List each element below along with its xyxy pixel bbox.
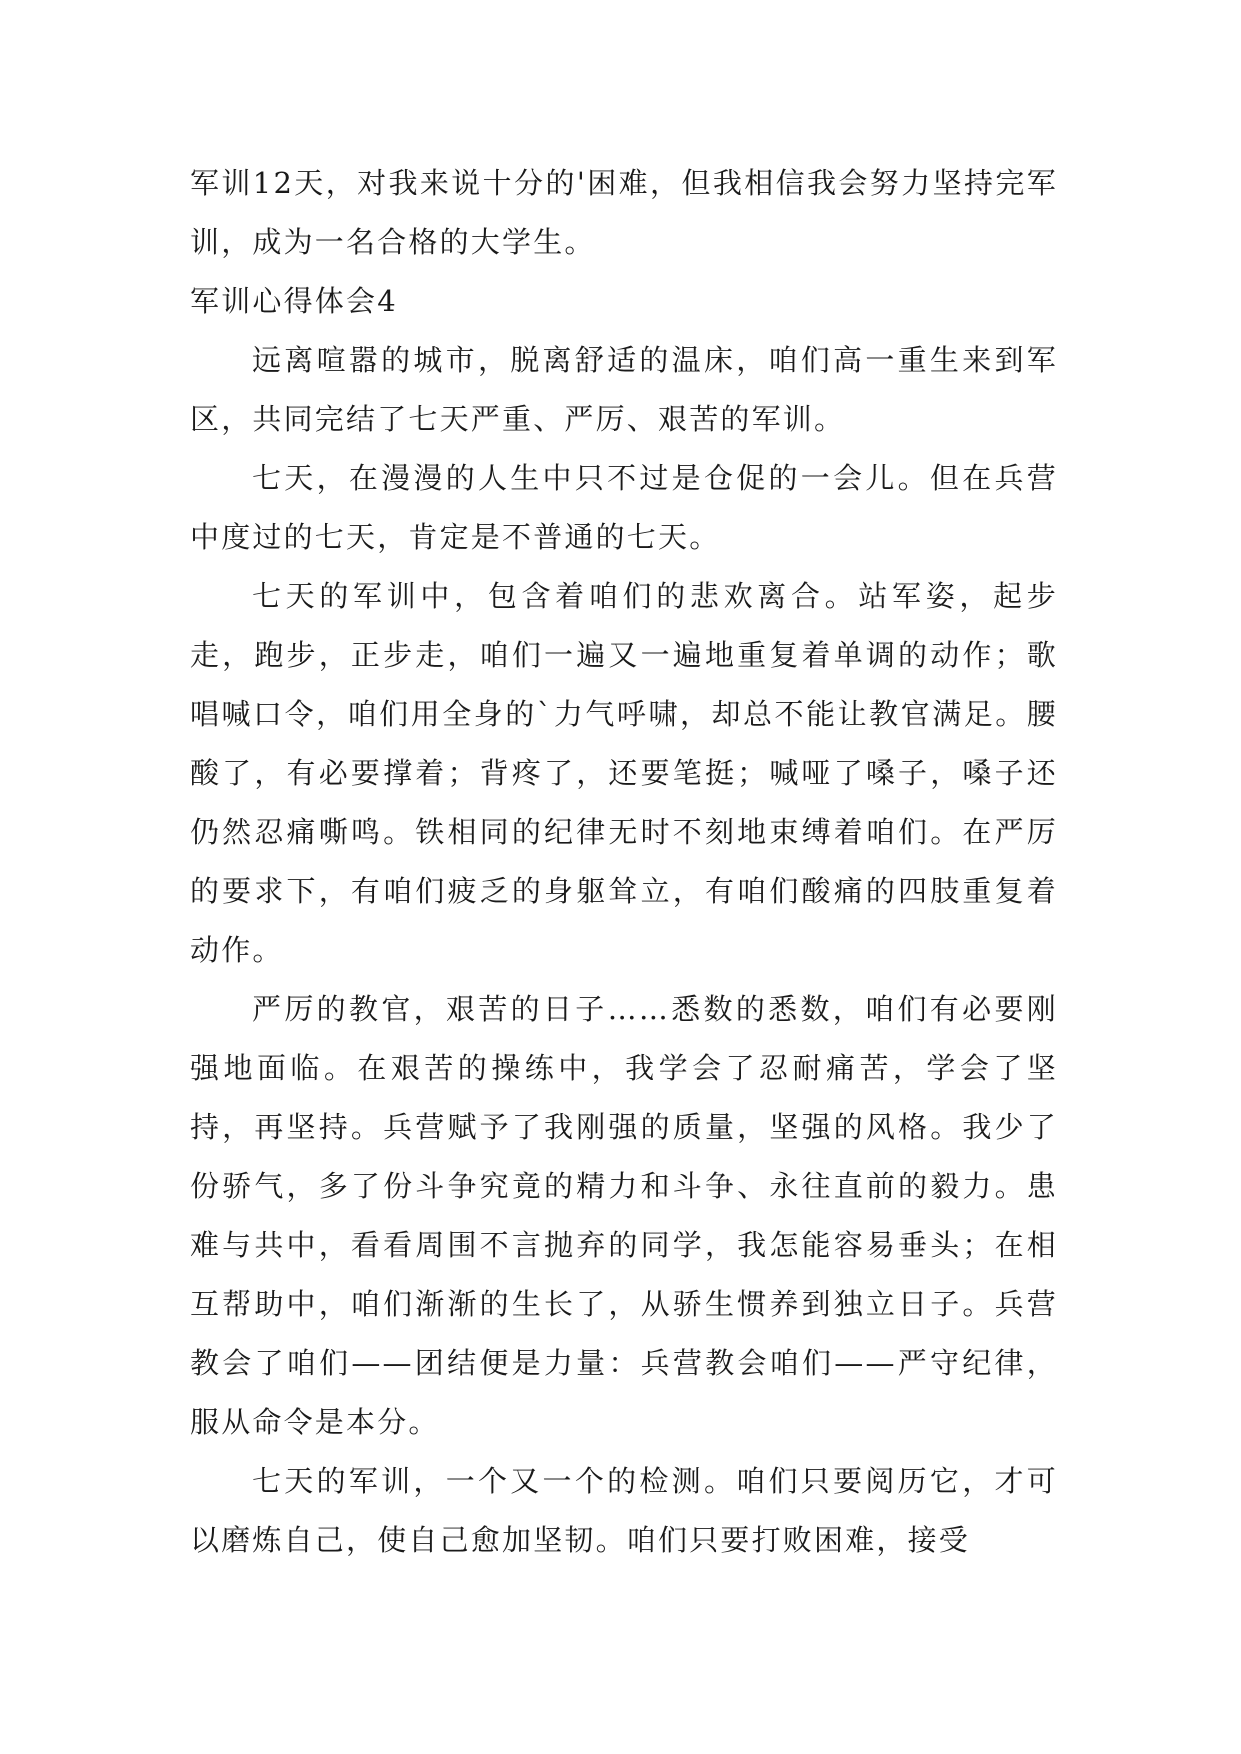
document-body xyxy=(190,154,1058,1570)
paragraph-4: 七天的军训中，包含着咱们的悲欢离合。站军姿，起步走，跑步，正步走，咱们一遍又一遍地重复着单调的动作；歌唱喊口令，咱们用全身的`力气呼啸，却总不能让教官满足。腰酸了，有必要撑着；背疼了，还要笔挺；喊哑了嗓子，嗓子还仍然忍痛嘶鸣。铁相同的纪律无时不刻地束缚着咱们。在严厉的要求下，有咱们疲乏的身躯耸立，有咱们酸痛的四肢重复着动作。 xyxy=(190,579,1058,967)
paragraph-6: 七天的军训，一个又一个的检测。咱们只要阅历它，才可以磨炼自己，使自己愈加坚韧。咱们只要打败困难，接受 xyxy=(190,1464,1058,1557)
paragraph-2: 远离喧嚣的城市，脱离舒适的温床，咱们高一重生来到军区，共同完结了七天严重、严厉、艰苦的军训。 xyxy=(190,343,1058,436)
paragraph-3: 七天，在漫漫的人生中只不过是仓促的一会儿。但在兵营中度过的七天，肯定是不普通的七天。 xyxy=(190,461,1058,554)
paragraph-1: 军训12天，对我来说十分的'困难，但我相信我会努力坚持完军训，成为一名合格的大学生。 xyxy=(190,166,1058,259)
paragraph-5: 严厉的教官，艰苦的日子……悉数的悉数，咱们有必要刚强地面临。在艰苦的操练中，我学会了忍耐痛苦，学会了坚持，再坚持。兵营赋予了我刚强的质量，坚强的风格。我少了份骄气，多了份斗争究竟的精力和斗争、永往直前的毅力。患难与共中，看看周围不言抛弃的同学，我怎能容易垂头；在相互帮助中，咱们渐渐的生长了，从骄生惯养到独立日子。兵营教会了咱们——团结便是力量：兵营教会咱们——严守纪律，服从命令是本分。 xyxy=(190,992,1058,1439)
section-heading: 军训心得体会4 xyxy=(190,284,398,318)
